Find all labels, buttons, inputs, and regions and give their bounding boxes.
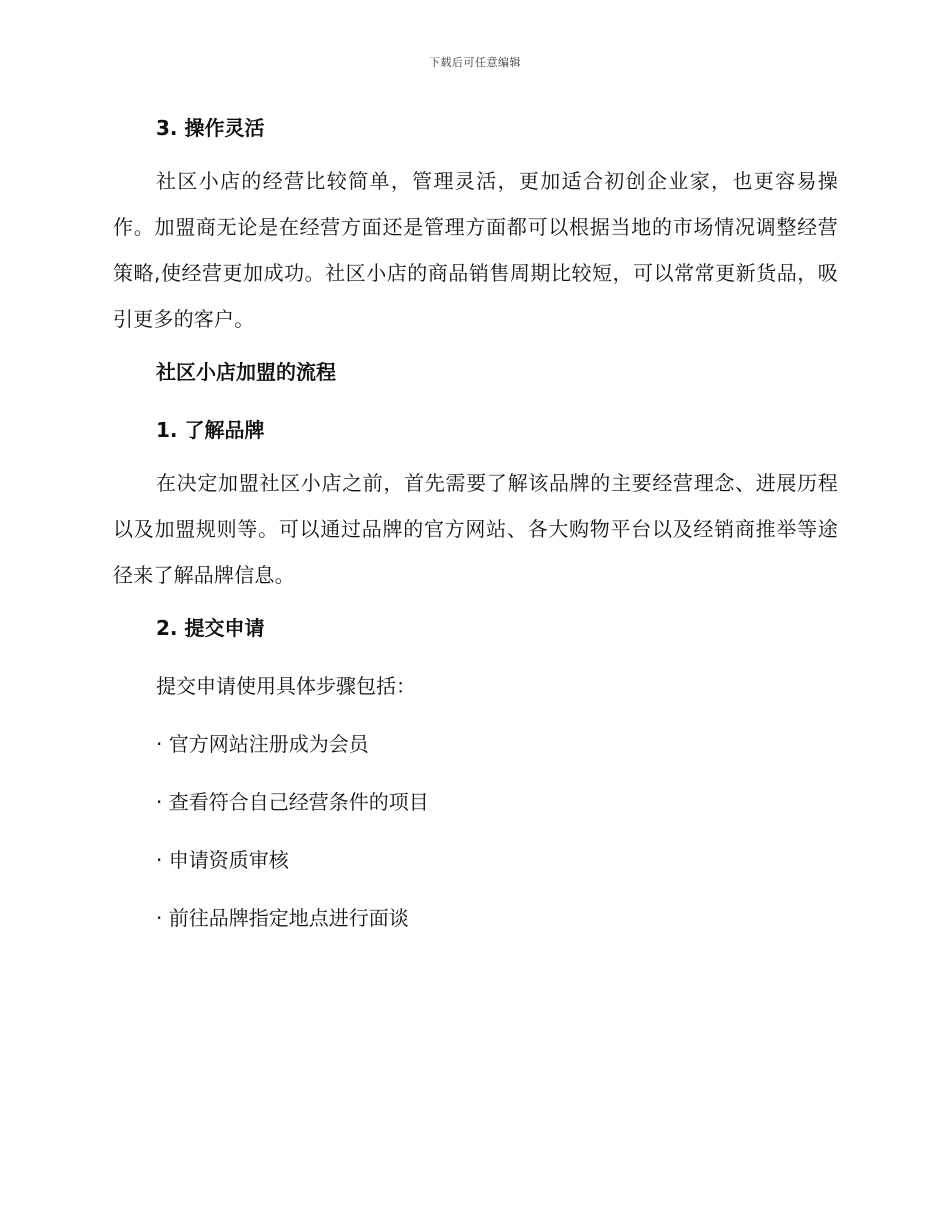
list-item: · 前往品牌指定地点进行面谈 [156, 906, 409, 930]
paragraph-brand: 在决定加盟社区小店之前，首先需要了解该品牌的主要经营理念、进展历程以及加盟规则等。可以通过品牌的官方网站、各大购物平台以及经销商推举等途径来了解品牌信息。 [113, 471, 838, 587]
header-note: 下载后可任意编辑 [429, 56, 521, 69]
section-heading-apply: 2. 提交申请 [156, 616, 265, 640]
apply-intro: 提交申请使用具体步骤包括： [156, 674, 416, 698]
list-item: · 查看符合自己经营条件的项目 [156, 790, 429, 814]
paragraph-operation: 社区小店的经营比较简单，管理灵活，更加适合初创企业家，也更容易操作。加盟商无论是在经营方面还是管理方面都可以根据当地的市场情况调整经营策略,使经营更加成功。社区小店的商品销售周期比较短，可以常常更新货品，吸引更多的客户。 [113, 169, 838, 331]
section-heading-operation: 3. 操作灵活 [156, 116, 265, 140]
document-body [113, 110, 838, 936]
section-heading-brand: 1. 了解品牌 [156, 418, 265, 442]
section-heading-process: 社区小店加盟的流程 [156, 360, 336, 384]
list-item: · 申请资质审核 [156, 848, 289, 872]
list-item: · 官方网站注册成为会员 [156, 732, 369, 756]
